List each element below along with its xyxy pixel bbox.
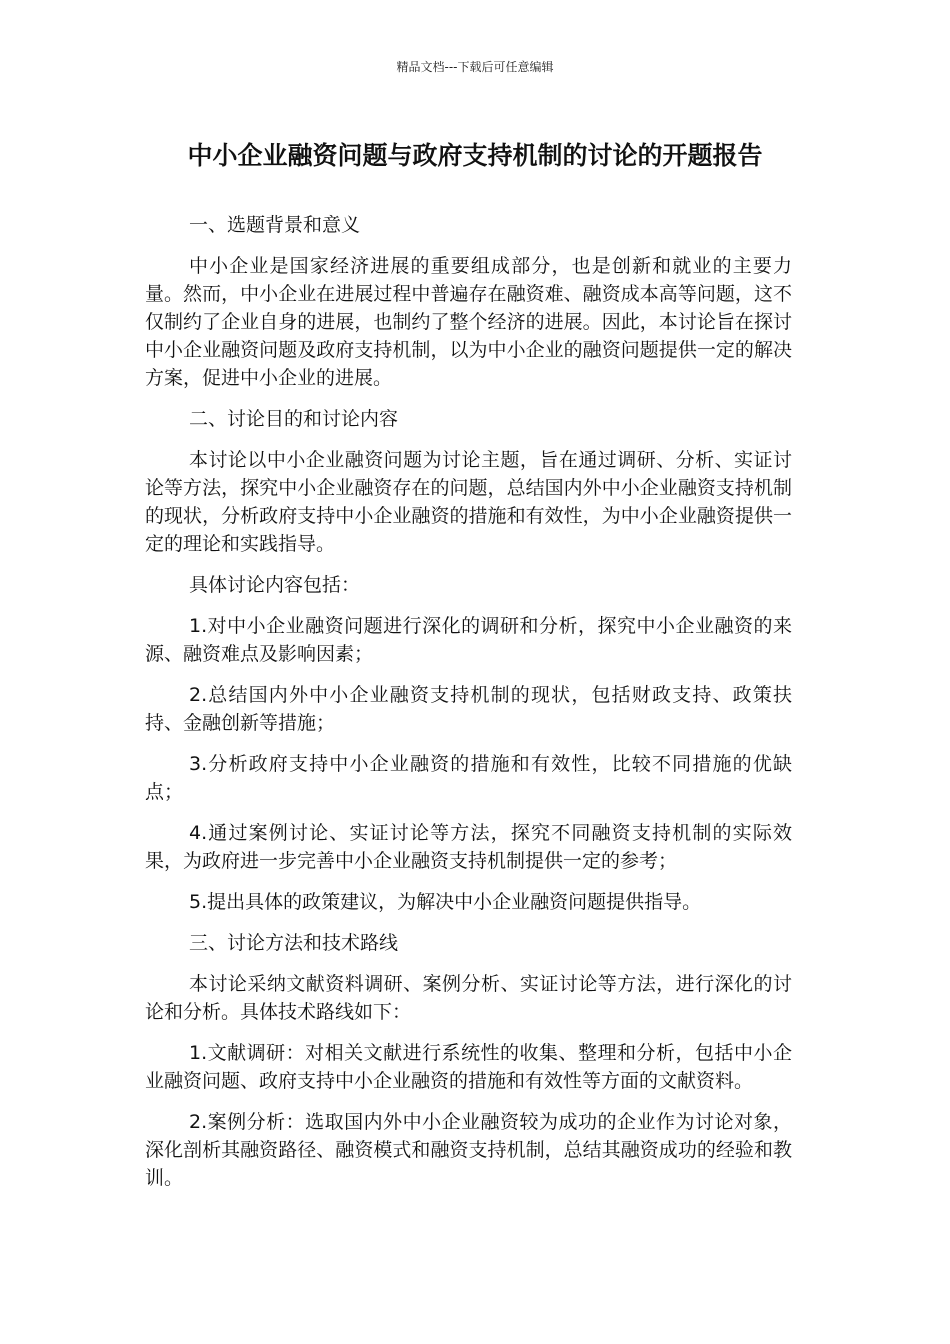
- paragraph-background: 中小企业是国家经济进展的重要组成部分，也是创新和就业的主要力量。然而，中小企业在进展过程中普遍存在融资难、融资成本高等问题，这不仅制约了企业自身的进展，也制约了整个经济的进展。因此，本讨论旨在探讨中小企业融资问题及政府支持机制，以为中小企业的融资问题提供一定的解决方案，促进中小企业的进展。: [145, 255, 792, 389]
- list-item-method-2: 2.案例分析：选取国内外中小企业融资较为成功的企业作为讨论对象，深化剖析其融资路径、融资模式和融资支持机制，总结其融资成功的经验和教训。: [145, 1111, 792, 1189]
- paragraph-content-intro: 具体讨论内容包括：: [189, 574, 361, 596]
- section-heading-method: 三、讨论方法和技术路线: [189, 932, 399, 954]
- list-item-content-5: 5.提出具体的政策建议，为解决中小企业融资问题提供指导。: [189, 891, 702, 913]
- list-item-content-1: 1.对中小企业融资问题进行深化的调研和分析，探究中小企业融资的来源、融资难点及影响因素；: [145, 615, 792, 665]
- paragraph-purpose: 本讨论以中小企业融资问题为讨论主题，旨在通过调研、分析、实证讨论等方法，探究中小企业融资存在的问题，总结国内外中小企业融资支持机制的现状，分析政府支持中小企业融资的措施和有效性，为中小企业融资提供一定的理论和实践指导。: [145, 449, 792, 555]
- list-item-content-3: 3.分析政府支持中小企业融资的措施和有效性，比较不同措施的优缺点；: [145, 753, 792, 803]
- document-title: 中小企业融资问题与政府支持机制的讨论的开题报告: [187, 141, 763, 170]
- list-item-method-1: 1.文献调研：对相关文献进行系统性的收集、整理和分析，包括中小企业融资问题、政府支持中小企业融资的措施和有效性等方面的文献资料。: [145, 1042, 792, 1092]
- header-note: 精品文档---下载后可任意编辑: [396, 60, 554, 74]
- section-heading-background: 一、选题背景和意义: [189, 214, 361, 236]
- list-item-content-4: 4.通过案例讨论、实证讨论等方法，探究不同融资支持机制的实际效果，为政府进一步完善中小企业融资支持机制提供一定的参考；: [145, 822, 792, 872]
- document-body: [145, 211, 792, 1205]
- list-item-content-2: 2.总结国内外中小企业融资支持机制的现状，包括财政支持、政策扶持、金融创新等措施；: [145, 684, 792, 734]
- section-heading-purpose: 二、讨论目的和讨论内容: [189, 408, 399, 430]
- paragraph-method: 本讨论采纳文献资料调研、案例分析、实证讨论等方法，进行深化的讨论和分析。具体技术路线如下：: [145, 973, 792, 1023]
